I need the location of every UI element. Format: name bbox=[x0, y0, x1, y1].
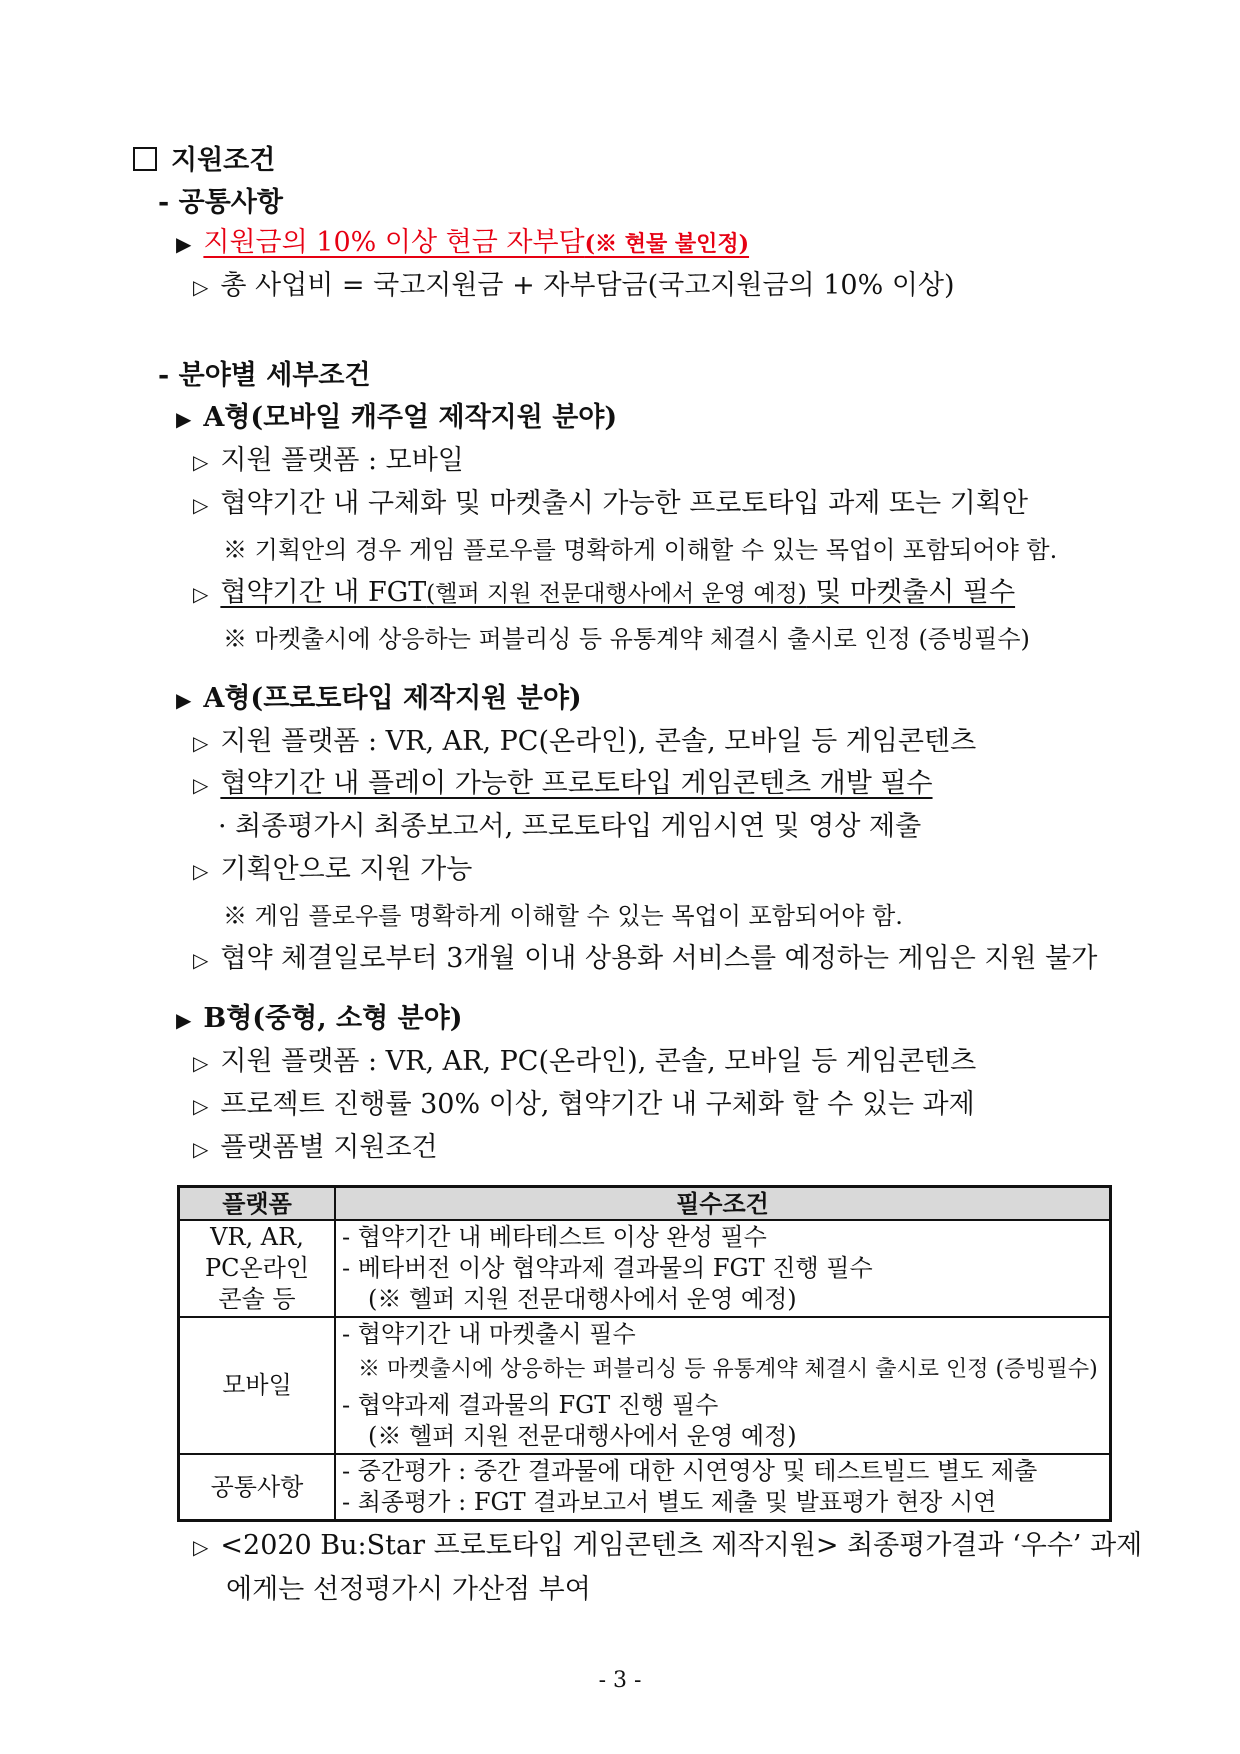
square-bullet-icon bbox=[133, 147, 157, 171]
a-proto-item3: ▷ 기획안으로 지원 가능 bbox=[193, 852, 472, 889]
b-title: ▶ B형(중형, 소형 분야) bbox=[176, 1001, 463, 1038]
a-mobile-note3: ※ 마켓출시에 상응하는 퍼블리싱 등 유통계약 체결시 출시로 인정 (증빙필수) bbox=[223, 625, 1030, 653]
a-mobile-item2: ▷ 협약기간 내 구체화 및 마켓출시 가능한 프로토타입 과제 또는 기획안 bbox=[193, 486, 1028, 523]
table-cell-requirements: - 중간평가 : 중간 결과물에 대한 시연영상 및 테스트빌드 별도 제출 - 최종평가 : FGT 결과보고서 별도 제출 및 발표평가 현장 시연 bbox=[335, 1454, 1111, 1521]
common-highlight bbox=[176, 225, 749, 262]
triangle-bullet-icon: ▶ bbox=[176, 1008, 192, 1032]
hollow-triangle-icon: ▷ bbox=[193, 582, 209, 606]
hollow-triangle-icon: ▷ bbox=[193, 1535, 209, 1559]
hollow-triangle-icon: ▷ bbox=[193, 859, 209, 883]
detail-title: - 분야별 세부조건 bbox=[158, 360, 371, 391]
hollow-triangle-icon: ▷ bbox=[193, 948, 209, 972]
table-header-requirements: 필수조건 bbox=[335, 1187, 1111, 1221]
common-highlight-text: 지원금의 10% 이상 현금 자부담(※ 현물 불인정) bbox=[203, 227, 750, 258]
table-cell-platform: 모바일 bbox=[179, 1317, 336, 1454]
a-proto-note3: ※ 게임 플로우를 명확하게 이해할 수 있는 목업이 포함되어야 함. bbox=[223, 902, 903, 930]
a-mobile-platform: ▷ 지원 플랫폼 : 모바일 bbox=[193, 443, 464, 480]
hollow-triangle-icon: ▷ bbox=[193, 1051, 209, 1075]
page-number: - 3 - bbox=[598, 1668, 642, 1693]
table-cell-platform: VR, AR, PC온라인 콘솔 등 bbox=[179, 1220, 336, 1317]
triangle-bullet-icon: ▶ bbox=[176, 407, 192, 431]
platform-condition-table bbox=[177, 1185, 1112, 1522]
a-proto-bullet2: · 최종평가시 최종보고서, 프로토타입 게임시연 및 영상 제출 bbox=[218, 811, 922, 842]
bonus-line1: ▷ <2020 Bu:Star 프로토타입 게임콘텐츠 제작지원> 최종평가결과 ‘우수’ 과제 bbox=[193, 1528, 1142, 1565]
common-title: - 공통사항 bbox=[158, 187, 283, 218]
a-proto-item4: ▷ 협약 체결일로부터 3개월 이내 상용화 서비스를 예정하는 게임은 지원 불가 bbox=[193, 941, 1097, 978]
table-row bbox=[179, 1454, 1111, 1521]
a-mobile-note2: ※ 기획안의 경우 게임 플로우를 명확하게 이해할 수 있는 목업이 포함되어야 함. bbox=[223, 536, 1058, 564]
a-proto-platform: ▷ 지원 플랫폼 : VR, AR, PC(온라인), 콘솔, 모바일 등 게임콘텐츠 bbox=[193, 724, 976, 761]
triangle-bullet-icon: ▶ bbox=[176, 232, 192, 256]
section-heading: 지원조건 bbox=[133, 143, 275, 179]
common-formula: ▷ 총 사업비 = 국고지원금 + 자부담금(국고지원금의 10% 이상) bbox=[193, 268, 955, 305]
bonus-line2: 에게는 선정평가시 가산점 부여 bbox=[226, 1574, 591, 1605]
a-proto-title: ▶ A형(프로토타입 제작지원 분야) bbox=[176, 681, 582, 718]
hollow-triangle-icon: ▷ bbox=[193, 275, 209, 299]
table-cell-platform: 공통사항 bbox=[179, 1454, 336, 1521]
table-cell-requirements: - 협약기간 내 마켓출시 필수 ※ 마켓출시에 상응하는 퍼블리싱 등 유통계약 체결시 출시로 인정 (증빙필수) - 협약과제 결과물의 FGT 진행 필수 (※ 헬퍼 지원 전문대행사에서 운영 예정) bbox=[335, 1317, 1111, 1454]
b-platform: ▷ 지원 플랫폼 : VR, AR, PC(온라인), 콘솔, 모바일 등 게임콘텐츠 bbox=[193, 1044, 976, 1081]
b-item2: ▷ 프로젝트 진행률 30% 이상, 협약기간 내 구체화 할 수 있는 과제 bbox=[193, 1087, 975, 1124]
hollow-triangle-icon: ▷ bbox=[193, 731, 209, 755]
a-proto-item2: ▷ 협약기간 내 플레이 가능한 프로토타입 게임콘텐츠 개발 필수 bbox=[193, 766, 933, 803]
triangle-bullet-icon: ▶ bbox=[176, 688, 192, 712]
table-header-row bbox=[179, 1187, 1111, 1221]
table-row bbox=[179, 1317, 1111, 1454]
hollow-triangle-icon: ▷ bbox=[193, 450, 209, 474]
table-cell-requirements: - 협약기간 내 베타테스트 이상 완성 필수 - 베타버전 이상 협약과제 결과물의 FGT 진행 필수 (※ 헬퍼 지원 전문대행사에서 운영 예정) bbox=[335, 1220, 1111, 1317]
b-item3: ▷ 플랫폼별 지원조건 bbox=[193, 1130, 438, 1167]
table-row bbox=[179, 1220, 1111, 1317]
table-header-platform: 플랫폼 bbox=[179, 1187, 336, 1221]
hollow-triangle-icon: ▷ bbox=[193, 1137, 209, 1161]
hollow-triangle-icon: ▷ bbox=[193, 773, 209, 797]
hollow-triangle-icon: ▷ bbox=[193, 1094, 209, 1118]
hollow-triangle-icon: ▷ bbox=[193, 493, 209, 517]
a-mobile-item3: ▷ 협약기간 내 FGT(헬퍼 지원 전문대행사에서 운영 예정) 및 마켓출시 필수 bbox=[193, 575, 1015, 612]
a-mobile-title: ▶ A형(모바일 캐주얼 제작지원 분야) bbox=[176, 400, 617, 437]
